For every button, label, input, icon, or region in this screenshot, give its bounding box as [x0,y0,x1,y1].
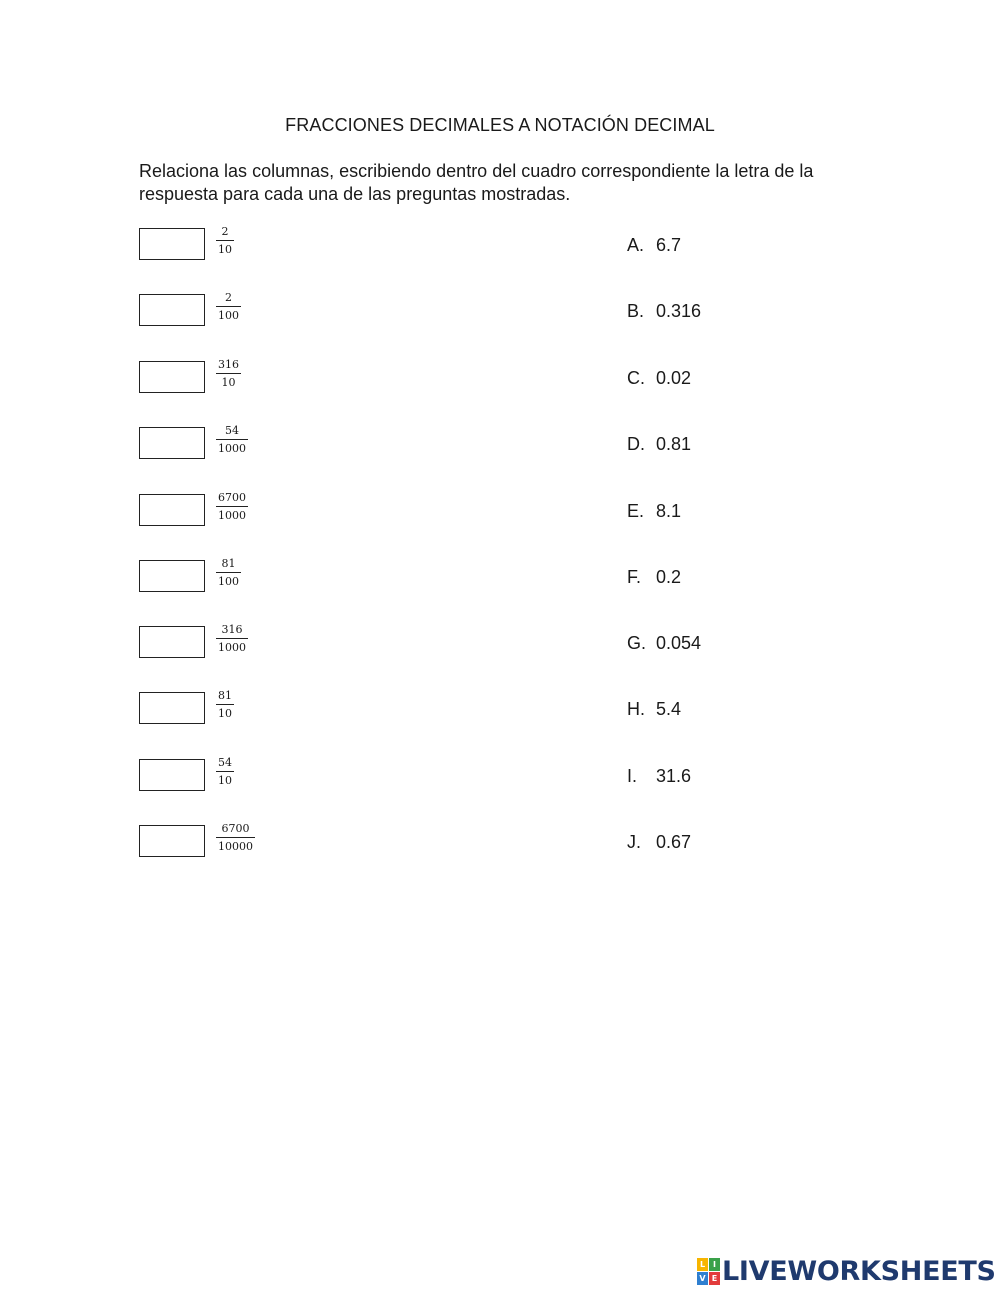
option-letter: G. [627,633,647,653]
option-item [627,368,691,389]
option-letter: I. [627,766,638,786]
option-item [627,301,701,322]
fraction [216,225,234,256]
option-letter: E. [627,501,645,521]
fraction-bar [216,572,241,573]
fraction [216,623,248,654]
brand-logo-icon [697,1258,719,1284]
answer-box[interactable] [139,560,205,592]
fraction-bar [216,373,241,374]
fraction [216,291,241,322]
option-value: 31.6 [656,766,692,786]
option-value: 0.2 [656,567,682,587]
question-row [0,756,1000,799]
option-letter: H. [627,699,645,719]
fraction [216,424,248,455]
fraction [216,491,248,522]
option-item [627,832,691,853]
fraction-numerator: 6700 [221,822,250,835]
fraction-denominator: 10 [218,707,232,720]
fraction-numerator: 2 [221,225,229,238]
fraction-denominator: 10 [221,376,236,389]
fraction-numerator: 54 [225,424,239,437]
question-row [0,557,1000,600]
fraction-numerator: 81 [218,689,232,702]
question-row [0,491,1000,534]
fraction [216,358,241,389]
fraction-denominator: 10 [218,243,232,256]
page-title: FRACCIONES DECIMALES A NOTACIÓN DECIMAL [285,115,715,135]
fraction [216,557,241,588]
option-item [627,699,681,720]
option-item [627,235,681,256]
logo-letter: I [709,1258,720,1271]
fraction [216,822,255,853]
fraction-bar [216,240,234,241]
question-row [0,358,1000,401]
option-value: 0.81 [656,434,692,454]
fraction-denominator: 1000 [218,509,246,522]
answer-box[interactable] [139,692,205,724]
question-row [0,822,1000,865]
brand-name: LIVEWORKSHEETS [722,1255,996,1287]
option-value: 5.4 [656,699,682,719]
brand-footer [697,1256,996,1286]
fraction-bar [216,439,248,440]
logo-letter: L [697,1258,708,1271]
question-row [0,424,1000,467]
fraction-numerator: 316 [218,358,239,371]
option-letter: J. [627,832,642,852]
answer-box[interactable] [139,759,205,791]
fraction-bar [216,704,234,705]
option-letter: F. [627,567,642,587]
instructions-text: Relaciona las columnas, escribiendo dentro del cuadro correspondiente la letra de la respuesta para cada una de las preguntas mostradas. [139,161,814,204]
fraction-bar [216,837,255,838]
fraction-denominator: 10000 [218,840,253,853]
fraction-denominator: 100 [218,575,239,588]
fraction [216,756,234,787]
answer-box[interactable] [139,626,205,658]
fraction-denominator: 10 [218,774,232,787]
option-value: 0.67 [656,832,692,852]
fraction-numerator: 81 [221,557,236,570]
option-value: 8.1 [656,501,682,521]
option-item [627,766,691,787]
option-item [627,501,681,522]
fraction-bar [216,638,248,639]
answer-box[interactable] [139,427,205,459]
fraction-denominator: 1000 [218,442,246,455]
question-row [0,291,1000,334]
option-value: 0.02 [656,368,692,388]
fraction-bar [216,506,248,507]
fraction-numerator: 2 [225,291,232,304]
answer-box[interactable] [139,361,205,393]
fraction-bar [216,771,234,772]
answer-box[interactable] [139,494,205,526]
fraction [216,689,234,720]
question-row [0,689,1000,732]
option-item [627,434,691,455]
fraction-numerator: 316 [221,623,243,636]
option-value: 0.054 [656,633,702,653]
answer-box[interactable] [139,294,205,326]
option-item [627,633,701,654]
answer-box[interactable] [139,228,205,260]
option-letter: C. [627,368,645,388]
fraction-numerator: 6700 [218,491,246,504]
fraction-denominator: 100 [218,309,239,322]
option-value: 6.7 [656,235,682,255]
option-item [627,567,681,588]
fraction-numerator: 54 [218,756,232,769]
fraction-bar [216,306,241,307]
logo-letter: E [709,1272,720,1285]
option-letter: A. [627,235,645,255]
option-value: 0.316 [656,301,702,321]
option-letter: B. [627,301,645,321]
logo-letter: V [697,1272,708,1285]
question-row [0,225,1000,268]
fraction-denominator: 1000 [218,641,246,654]
answer-box[interactable] [139,825,205,857]
question-row [0,623,1000,666]
option-letter: D. [627,434,645,454]
